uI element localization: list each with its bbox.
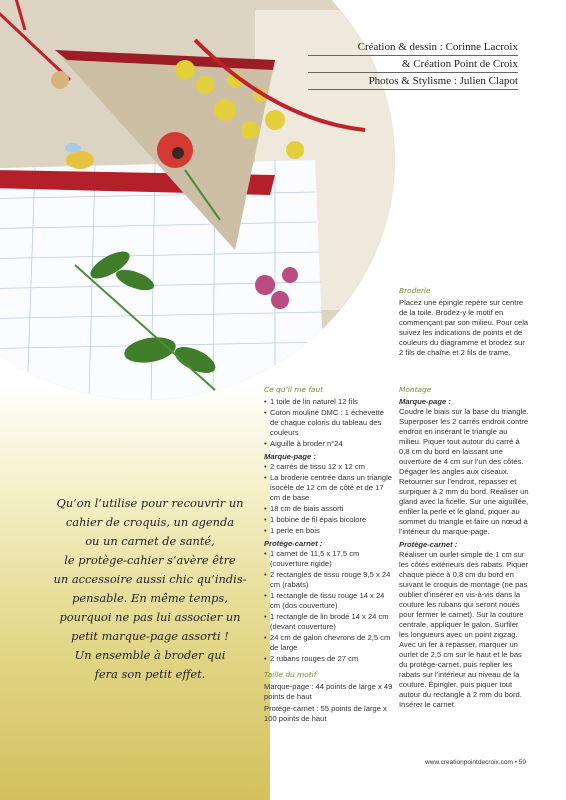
materials-general-list [264,397,394,449]
size-line-2: Protège-carnet : 55 points de large x 100 points de haut [264,704,387,723]
credits-block [308,40,518,91]
intro-line: Qu’on l’utilise pour recouvrir un [56,496,244,510]
materials-pc-list [264,549,394,664]
intro-line: le protège-cahier s’avère être [64,553,236,567]
intro-line: pensable. En même temps, [72,591,228,605]
intro-line: pourquoi ne pas lui associer un [59,610,241,624]
intro-line: Un ensemble à broder qui [74,648,226,662]
materials-pc-title: Protège-carnet : [264,539,323,548]
size-title: Taille du motif [264,670,317,679]
materials-mp-title: Marque-page : [264,452,316,461]
montage-pc-text: Réaliser un ourlet simple de 1 cm sur les côtés extérieurs des rabats. Piquer chaque pièce à 0,8 cm du bord en suivant le croquis de montage (ne pas oublier d’insérer en vis-à-vis dans la couture les rubans qui seront noués pour fermer le carnet). Sur la couture centrale, appliquer le galon. Surfiler les longueurs avec un point zigzag. Avec un fer à repasser, marquer un ourlet de 2,5 cm sur le haut et le bas du protège-carnet, puis replier les rabats sur l’intérieur au niveau de la couture. Épingler, puis piquer tout autour du rectangle à 2 mm du bord. Insérer le carnet. [399,550,529,709]
broderie-title: Broderie [399,286,431,295]
credit-line-1: Création & dessin : Corinne Lacroix [308,40,518,56]
materials-column [264,385,394,726]
list-item: • 18 cm de biais assorti [264,504,394,514]
list-item: • 24 cm de galon chevrons de 2,5 cm de large [264,633,394,653]
page-footer: www.creationpointdecroix.com • 59 [425,759,526,766]
intro-line: cahier de croquis, un agenda [65,515,235,529]
intro-text [50,494,250,684]
list-item: • 1 carnet de 11,5 x 17,5 cm (couverture rigide) [264,549,394,569]
list-item: • 1 rectangle de tissu rouge 14 x 24 cm (dos couverture) [264,591,394,611]
intro-line: petit marque-page assorti ! [71,629,229,643]
list-item: • 1 rectangle de lin brodé 14 x 24 cm (devant couverture) [264,612,394,632]
list-item: • La broderie centrée dans un triangle isocèle de 12 cm de côté et de 17 cm de base [264,473,394,503]
list-item: • 1 bobine de fil épais bicolore [264,515,394,525]
size-line-1: Marque-page : 44 points de large x 49 points de haut [264,682,393,701]
broderie-text: Placez une épingle repère sur centre de la toile. Brodez-y le motif en commençant par son milieu. Pour cela suivez les indications de points et de couleurs du diagramme et brodez sur 2 fils de chaîne et 2 fils de trame. [399,298,529,357]
list-item: • 2 carrés de tissu 12 x 12 cm [264,462,394,472]
montage-title: Montage [399,385,432,394]
list-item: • 2 rubans rouges de 27 cm [264,654,394,664]
list-item: • 1 perle en bois [264,526,394,536]
intro-line: un accessoire aussi chic qu’indis- [53,572,247,586]
list-item: • Aiguille à broder n°24 [264,439,394,449]
list-item: • Coton mouliné DMC : 1 échevette de chaque coloris du tableau des couleurs [264,408,394,438]
intro-line: fera son petit effet. [94,667,206,681]
broderie-section [399,286,531,358]
credit-line-3: Photos & Stylisme : Julien Clapot [308,74,518,90]
montage-pc-title: Protège-carnet : [399,540,458,549]
list-item: • 2 rectangles de tissu rouge 9,5 x 24 cm (rabats) [264,570,394,590]
materials-title: Ce qu’il me faut [264,385,324,394]
montage-mp-title: Marque-page : [399,397,451,406]
materials-mp-list [264,462,394,536]
intro-line: ou un carnet de santé, [85,534,215,548]
montage-mp-text: Coudre le biais sur la base du triangle. Superposer les 2 carrés endroit contre endroit en insérant le triangle au milieu. Piquer tout autour du carré à 0,8 cm du bord en laissant une ouverture de 4 cm sur l’un des côtés. Dégager les angles aux ciseaux. Retourner sur l’endroit, repasser et surpiquer à 2 mm du bord. Réaliser un gland avec la ficelle. Sur une aiguillée, enfiler la perle et le gland, piquer au sommet du triangle et faire un nœud à l’intérieur du marque-page. [399,407,529,536]
credit-line-2: & Création Point de Croix [308,57,518,73]
montage-column [399,385,529,712]
list-item: • 1 toile de lin naturel 12 fils [264,397,394,407]
